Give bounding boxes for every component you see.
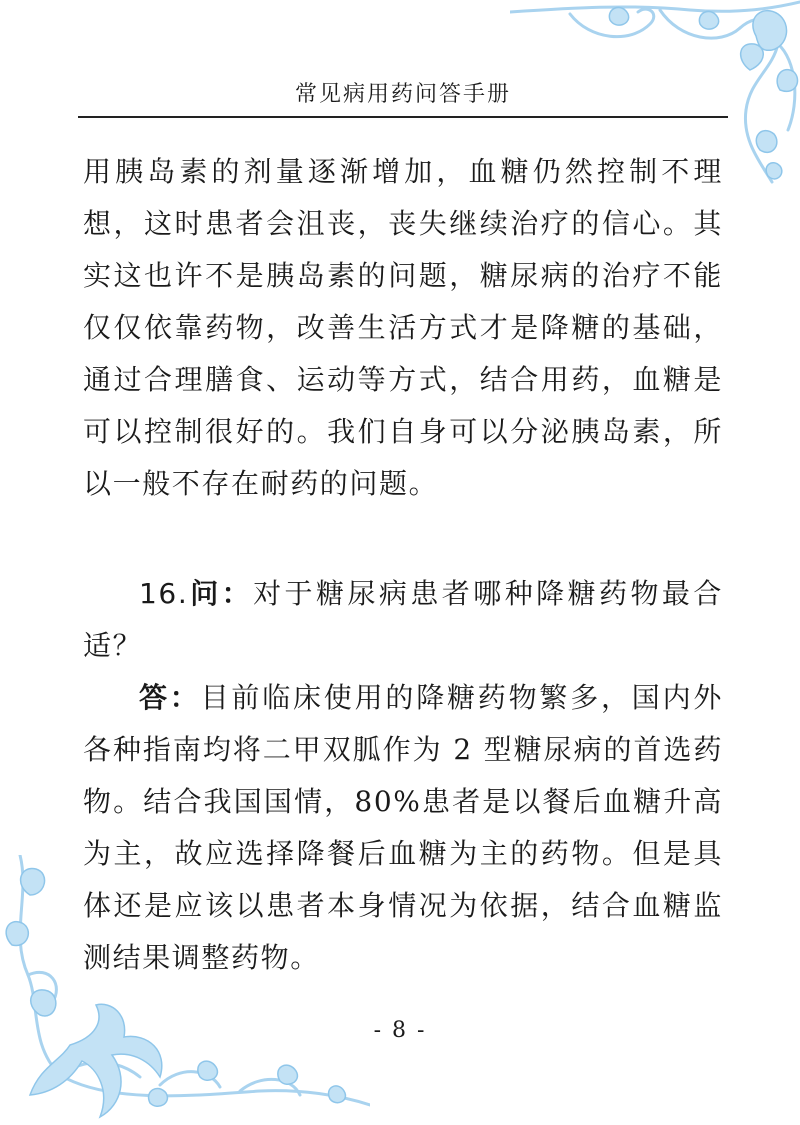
answer-label: 答： (139, 681, 201, 714)
question-16 (83, 568, 723, 672)
header-divider (78, 116, 728, 118)
section-spacer (83, 510, 723, 568)
floral-ornament-bottom-left (0, 855, 370, 1125)
running-header-title: 常见病用药问答手册 (294, 82, 511, 107)
question-number: 16. (139, 577, 189, 610)
answer-text: 目前临床使用的降糖药物繁多，国内外各种指南均将二甲双胍作为 2 型糖尿病的首选药物。结合我国国情，80%患者是以餐后血糖升高为主，故应选择降餐后血糖为主的药物。但是具体还是应该以患者本身情况为依据，结合血糖监测结果调整药物。 (83, 681, 724, 974)
question-text: 对于糖尿病患者哪种降糖药物最合适？ (83, 577, 723, 662)
page-number: - 8 - (373, 1018, 427, 1043)
continued-paragraph: 用胰岛素的剂量逐渐增加，血糖仍然控制不理想，这时患者会沮丧，丧失继续治疗的信心。其实这也许不是胰岛素的问题，糖尿病的治疗不能仅仅依靠药物，改善生活方式才是降糖的基础，通过合理膳食、运动等方式，结合用药，血糖是可以控制很好的。我们自身可以分泌胰岛素，所以一般不存在耐药的问题。 (83, 155, 723, 500)
question-label: 问： (188, 577, 254, 610)
